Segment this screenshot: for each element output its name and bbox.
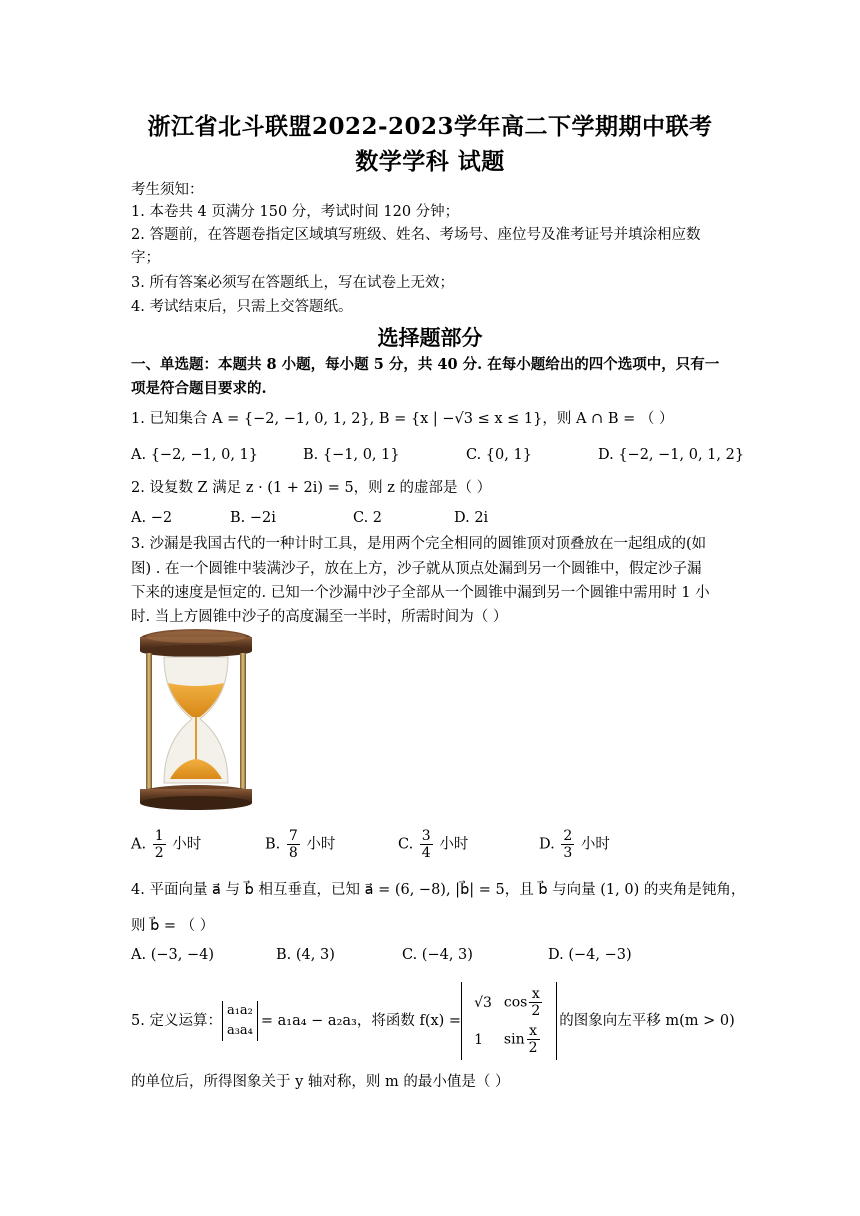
q4-option-c: C. (−4, 3) [402, 947, 473, 963]
q5-m22-num: x [527, 1023, 540, 1040]
q1-option-a: A. {−2, −1, 0, 1} [131, 447, 258, 463]
exam-subtitle: 数学学科 试题 [355, 148, 505, 175]
q3-option-c [398, 828, 468, 861]
q4-option-a: A. (−3, −4) [131, 947, 214, 963]
q1-option-b: B. {−1, 0, 1} [303, 447, 400, 463]
q3-b-numerator: 7 [288, 828, 298, 844]
q3-c-numerator: 3 [421, 828, 431, 844]
q5-function-determinant [461, 982, 557, 1060]
q3-option-a-unit: 小时 [172, 836, 202, 853]
q5-definition-determinant [222, 1001, 258, 1041]
question-3-line3: 下来的速度是恒定的. 已知一个沙漏中沙子全部从一个圆锥中漏到另一个圆锥中需用时 1 小 [131, 585, 710, 601]
instruction-3: 3. 所有答案必须写在答题纸上，写在试卷上无效； [131, 275, 454, 291]
q1-option-d: D. {−2, −1, 0, 1, 2} [598, 447, 745, 463]
question-3-line2: 图) . 在一个圆锥中装满沙子，放在上方，沙子就从顶点处漏到另一个圆锥中，假定沙子漏 [131, 561, 702, 577]
question-3-line1: 3. 沙漏是我国古代的一种计时工具，是用两个完全相同的圆锥顶对顶叠放在一起组成的(如 [131, 536, 707, 552]
hourglass-image [134, 627, 258, 815]
q3-option-c-fraction [420, 828, 433, 861]
instruction-4: 4. 考试结束后，只需上交答题纸。 [131, 299, 353, 315]
q3-option-a [131, 828, 201, 861]
q3-option-b-fraction [287, 828, 300, 861]
q5-m22-func: sin [503, 1031, 525, 1048]
q3-c-denominator: 4 [421, 845, 431, 861]
q3-option-c-label: C. [398, 836, 414, 853]
q2-option-a: A. −2 [131, 510, 173, 526]
question-5-line2: 的单位后，所得图象关于 y 轴对称，则 m 的最小值是（ ） [131, 1074, 510, 1090]
q2-option-b: B. −2i [230, 510, 276, 526]
question-1-stem: 1. 已知集合 A = {−2, −1, 0, 1, 2}, B = {x | −√3 ≤ x ≤ 1}，则 A ∩ B = （ ） [131, 411, 674, 427]
q5-m12-den: 2 [531, 1003, 541, 1019]
q5-m11: √3 [474, 994, 492, 1011]
q5-middle: = a₁a₄ − a₂a₃，将函数 f(x) = [260, 1013, 462, 1029]
q3-option-b-unit: 小时 [306, 836, 336, 853]
instruction-1: 1. 本卷共 4 页满分 150 分，考试时间 120 分钟； [131, 204, 460, 220]
q5-m21: 1 [474, 1031, 483, 1048]
q5-prefix: 5. 定义运算： [131, 1013, 222, 1029]
q5-m22-den: 2 [528, 1040, 538, 1056]
section-title: 选择题部分 [377, 325, 483, 350]
q3-option-c-unit: 小时 [439, 836, 469, 853]
q5-suffix: 的图象向左平移 m(m > 0) [559, 1013, 735, 1029]
instruction-2-cont: 字； [131, 250, 160, 266]
q2-option-c: C. 2 [353, 510, 383, 526]
part1-heading: 一、单选题：本题共 8 小题，每小题 5 分，共 40 分. 在每小题给出的四个选项中，只有一 [131, 356, 720, 373]
q3-option-d-unit: 小时 [580, 836, 610, 853]
question-2-stem: 2. 设复数 Z 满足 z · (1 + 2i) = 5，则 z 的虚部是（ ） [131, 480, 492, 496]
q5-det-row1: a₁a₂ [226, 1003, 253, 1018]
q3-option-b [265, 828, 335, 861]
q2-option-d: D. 2i [454, 510, 489, 526]
q5-m12-func: cos [503, 994, 528, 1011]
question-4-line1: 4. 平面向量 a⃗ 与 b⃗ 相互垂直，已知 a⃗ = (6, −8), |b⃗| = 5，且 b⃗ 与向量 (1, 0) 的夹角是钝角， [131, 882, 746, 898]
part1-heading-cont: 项是符合题目要求的. [131, 380, 267, 397]
question-4-line2: 则 b⃗ = （ ） [131, 918, 215, 934]
q3-d-numerator: 2 [563, 828, 573, 844]
q3-a-denominator: 2 [154, 845, 164, 861]
q3-option-a-fraction [153, 828, 166, 861]
question-3-line4: 时. 当上方圆锥中沙子的高度漏至一半时，所需时间为（ ） [131, 609, 508, 625]
q3-b-denominator: 8 [288, 845, 298, 861]
q3-option-a-label: A. [131, 836, 147, 853]
q3-option-d-label: D. [539, 836, 555, 853]
q3-a-numerator: 1 [154, 828, 164, 844]
q1-option-c: C. {0, 1} [466, 447, 532, 463]
instruction-2: 2. 答题前，在答题卷指定区域填写班级、姓名、考场号、座位号及准考证号并填涂相应数 [131, 227, 701, 243]
q5-m12-num: x [529, 986, 542, 1003]
q4-option-b: B. (4, 3) [276, 947, 335, 963]
q3-option-d [539, 828, 610, 861]
q5-det-row2: a₃a₄ [226, 1023, 253, 1038]
q4-option-d: D. (−4, −3) [548, 947, 632, 963]
exam-title: 浙江省北斗联盟2022-2023学年高二下学期期中联考 [147, 113, 713, 140]
instructions-heading: 考生须知： [131, 182, 204, 198]
question-5-stem [131, 975, 735, 1067]
q3-option-d-fraction [561, 828, 574, 861]
q3-option-b-label: B. [265, 836, 281, 853]
q3-d-denominator: 3 [563, 845, 573, 861]
